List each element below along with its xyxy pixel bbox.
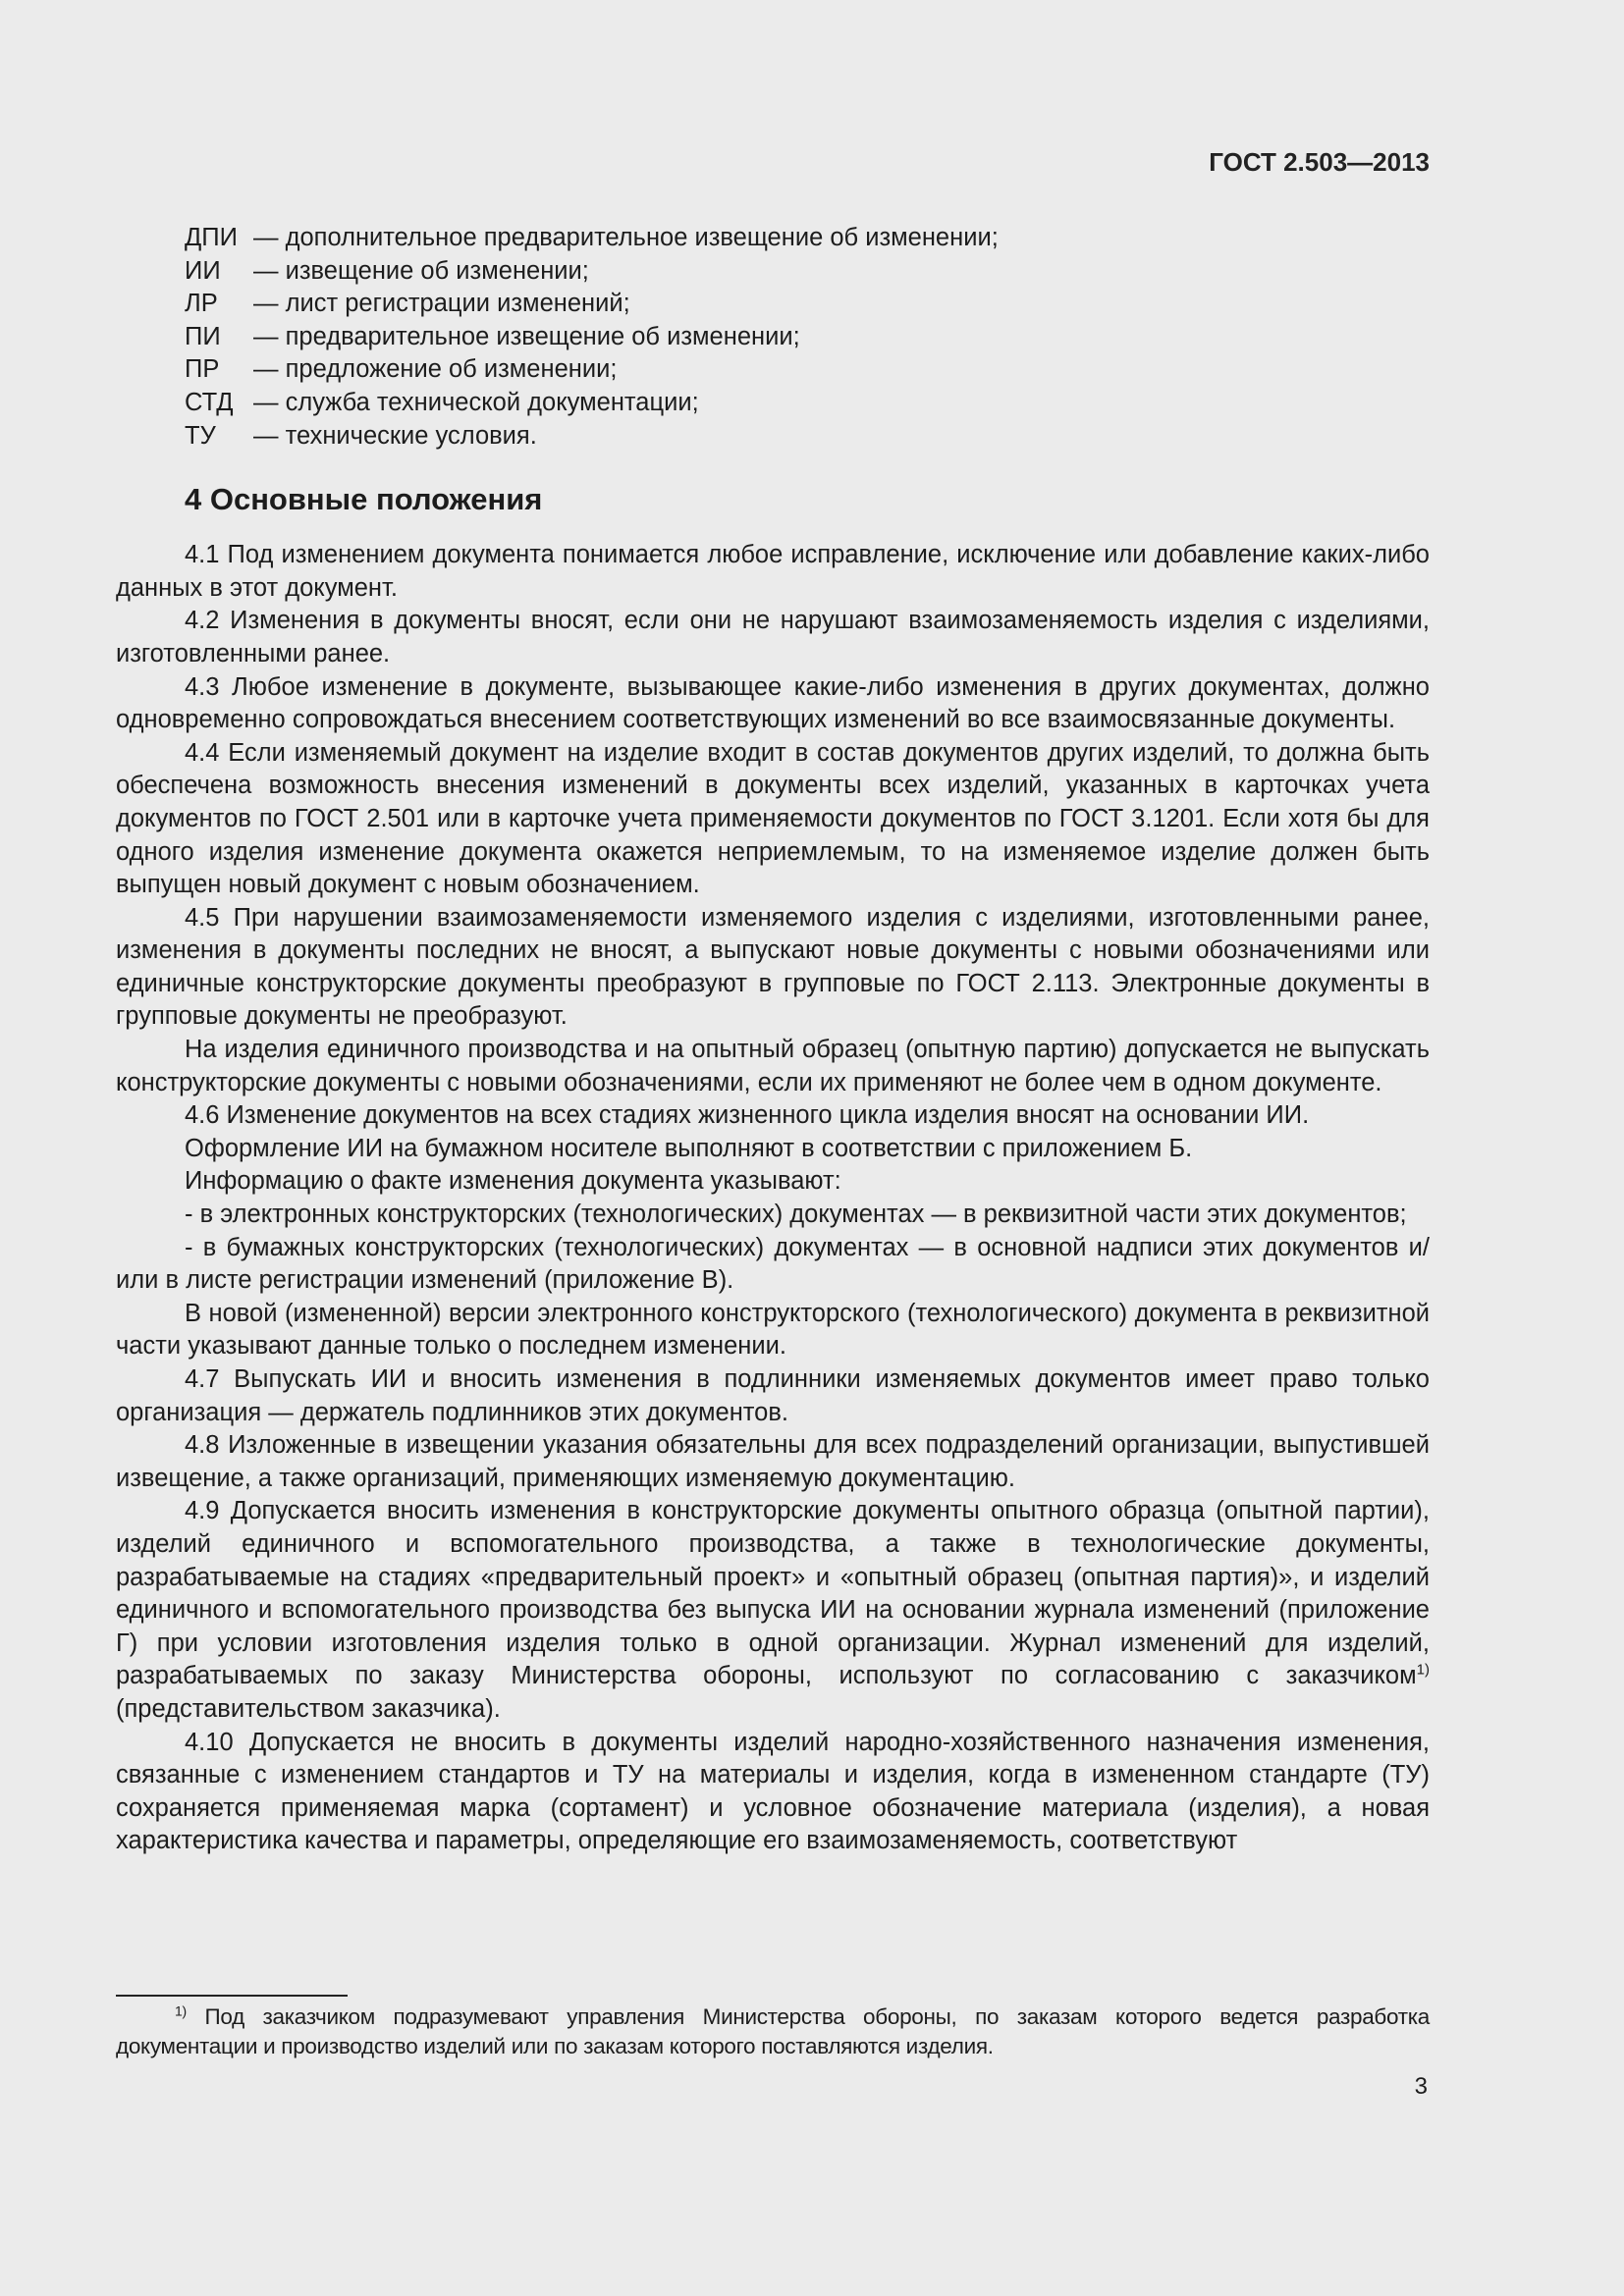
list-item <box>116 288 1430 321</box>
abbreviation-definition: — предварительное извещение об изменении; <box>253 322 800 350</box>
list-item <box>116 321 1430 354</box>
document-code: ГОСТ 2.503—2013 <box>1209 147 1430 177</box>
paragraph: 4.5 При нарушении взаимозаменяемости изменяемого изделия с изделиями, изготовленными ранее, изменения в документы последних не вносят, а выпускают новые документы с новыми обозначениями или единичные конструкторские документы преобразуют в групповые по ГОСТ 2.113. Электронные документы в групповые документы не преобразуют. <box>116 903 1430 1031</box>
paragraph: 4.6 Изменение документов на всех стадиях жизненного цикла изделия вносят на основании ИИ. <box>185 1101 1310 1130</box>
paragraph-text: 4.9 Допускается вносить изменения в конструкторские документы опытного образца (опытной партии), изделий единичного и вспомогательного производства, а также в технологические документы, разрабатываемые на стадиях «предварительный проект» и «опытный образец (опытная партия)», и изделий единичного и вспомогательного производства без выпуска ИИ на основании журнала изменений (приложение Г) при условии изготовления изделия только в одной организации. Журнал изменений для изделий, разрабатываемых по заказу Министерства обороны, используют по согласованию с заказчиком <box>116 1497 1430 1690</box>
footnote-reference: 1) <box>1416 1661 1430 1679</box>
abbreviation-code: СТД <box>185 388 234 416</box>
abbreviation-definition: — дополнительное предварительное извещение об изменении; <box>253 224 999 251</box>
footnote-marker: 1) <box>175 2002 187 2019</box>
paragraph: 4.3 Любое изменение в документе, вызывающее какие-либо изменения в других документах, должно одновременно сопровождаться внесением соответствующих изменений во все взаимосвязанные документы. <box>116 672 1430 734</box>
abbreviation-list <box>116 222 1430 453</box>
list-item <box>116 255 1430 289</box>
paragraph: В новой (измененной) версии электронного конструкторского (технологического) документа в реквизитной части указывают данные только о последнем изменении. <box>116 1299 1430 1361</box>
paragraph-text: (представительством заказчика). <box>116 1694 501 1723</box>
paragraph: - в электронных конструкторских (технологических) документах — в реквизитной части этих документов; <box>185 1201 1407 1229</box>
paragraph-4-9 <box>116 1495 1430 1726</box>
footnote-text: Под заказчиком подразумевают управления Министерства обороны, по заказам которого ведется разработка документации и производство изделий или по заказам которого поставляются изделия. <box>116 2004 1430 2058</box>
paragraph: 4.4 Если изменяемый документ на изделие входит в состав документов других изделий, то должна быть обеспечена возможность внесения изменений в документы всех изделий, указанных в карточках учета документов по ГОСТ 2.501 или в карточке учета применяемости документов по ГОСТ 3.1201. Если хотя бы для одного изделия изменение документа окажется неприемлемым, то на изменяемое изделие должен быть выпущен новый документ с новым обозначением. <box>116 738 1430 899</box>
list-item <box>116 353 1430 387</box>
paragraph: На изделия единичного производства и на опытный образец (опытную партию) допускается не выпускать конструкторские документы с новыми обозначениями, если их применяют не более чем в одном документе. <box>116 1036 1430 1096</box>
paragraph: 4.1 Под изменением документа понимается любое исправление, исключение или добавление каких-либо данных в этот документ. <box>116 541 1430 602</box>
list-item <box>116 387 1430 420</box>
paragraph: Информацию о факте изменения документа указывают: <box>185 1167 841 1196</box>
paragraph: 4.10 Допускается не вносить в документы изделий народно-хозяйственного назначения изменения, связанные с изменением стандартов и ТУ на материалы и изделия, когда в измененном стандарте (ТУ) сохраняется применяемая марка (сортамент) и условное обозначение материала (изделия), а новая характеристика качества и параметры, определяющие его взаимозаменяемость, соответствуют <box>116 1728 1430 1855</box>
footnote <box>116 2002 1430 2061</box>
paragraph: - в бумажных конструкторских (технологических) документах — в основной надписи этих документов и/или в листе регистрации изменений (приложение В). <box>116 1233 1430 1295</box>
paragraph: 4.7 Выпускать ИИ и вносить изменения в подлинники изменяемых документов имеет право только организация — держатель подлинников этих документов. <box>116 1365 1430 1426</box>
paragraph: 4.2 Изменения в документы вносят, если они не нарушают взаимозаменяемость изделия с изделиями, изготовленными ранее. <box>116 607 1430 667</box>
abbreviation-definition: — служба технической документации; <box>253 388 699 416</box>
list-item <box>116 222 1430 255</box>
abbreviation-code: ДПИ <box>185 224 238 251</box>
abbreviation-code: ИИ <box>185 256 221 285</box>
footnote-divider <box>116 1995 348 1997</box>
abbreviation-code: ТУ <box>185 421 216 450</box>
list-item <box>116 420 1430 454</box>
section-title: 4 Основные положения <box>185 482 543 517</box>
paragraph: Оформление ИИ на бумажном носителе выполняют в соответствии с приложением Б. <box>185 1134 1193 1162</box>
abbreviation-definition: — предложение об изменении; <box>253 355 618 384</box>
abbreviation-code: ПР <box>185 355 220 384</box>
paragraph: 4.8 Изложенные в извещении указания обязательны для всех подразделений организации, выпустившей извещение, а также организаций, применяющих изменяемую документацию. <box>116 1431 1430 1492</box>
abbreviation-definition: — извещение об изменении; <box>253 256 589 285</box>
page-number: 3 <box>1414 2073 1428 2100</box>
abbreviation-definition: — лист регистрации изменений; <box>253 290 630 318</box>
abbreviation-definition: — технические условия. <box>253 421 537 450</box>
abbreviation-code: ПИ <box>185 322 221 350</box>
abbreviation-code: ЛР <box>185 290 218 318</box>
main-content <box>116 222 1430 1858</box>
